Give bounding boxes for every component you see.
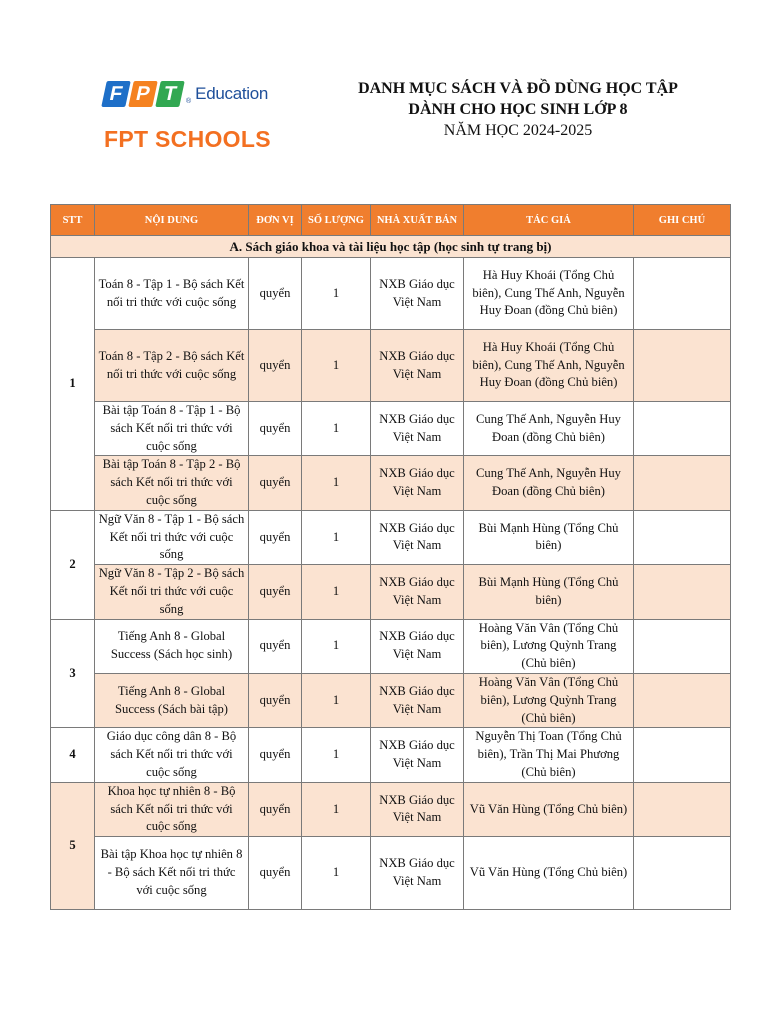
note-cell [634, 619, 731, 673]
author-cell: Bùi Mạnh Hùng (Tổng Chủ biên) [464, 510, 634, 564]
table-row [51, 510, 731, 564]
unit-cell: quyển [249, 510, 302, 564]
publisher-cell: NXB Giáo dục Việt Nam [371, 510, 464, 564]
stt-cell: 5 [51, 782, 95, 909]
unit-cell: quyển [249, 402, 302, 456]
quantity-cell: 1 [302, 837, 371, 910]
content-cell: Bài tập Khoa học tự nhiên 8 - Bộ sách Kết nối tri thức với cuộc sống [95, 837, 249, 910]
content-cell: Ngữ Văn 8 - Tập 2 - Bộ sách Kết nối tri thức với cuộc sống [95, 565, 249, 619]
column-header-stt: STT [51, 205, 95, 236]
table-row [51, 837, 731, 910]
publisher-cell: NXB Giáo dục Việt Nam [371, 258, 464, 330]
table-row [51, 619, 731, 673]
book-list-table [50, 204, 731, 910]
document-title-line1: DANH MỤC SÁCH VÀ ĐỒ DÙNG HỌC TẬP [358, 80, 678, 97]
unit-cell: quyển [249, 565, 302, 619]
column-header-quantity: SỐ LƯỢNG [302, 205, 371, 236]
fpt-schools-logo [104, 74, 274, 158]
unit-cell: quyển [249, 619, 302, 673]
table-row [51, 673, 731, 727]
publisher-cell: NXB Giáo dục Việt Nam [371, 728, 464, 782]
publisher-cell: NXB Giáo dục Việt Nam [371, 330, 464, 402]
quantity-cell: 1 [302, 258, 371, 330]
column-header-content: NỘI DUNG [95, 205, 249, 236]
table-header-row [51, 205, 731, 236]
content-cell: Toán 8 - Tập 2 - Bộ sách Kết nối tri thức với cuộc sống [95, 330, 249, 402]
unit-cell: quyển [249, 673, 302, 727]
author-cell: Vũ Văn Hùng (Tổng Chủ biên) [464, 782, 634, 836]
stt-cell: 4 [51, 728, 95, 782]
publisher-cell: NXB Giáo dục Việt Nam [371, 673, 464, 727]
stt-cell: 2 [51, 510, 95, 619]
section-row [51, 236, 731, 258]
fpt-letter-f: F [101, 81, 131, 107]
unit-cell: quyển [249, 837, 302, 910]
table-row [51, 782, 731, 836]
column-header-author: TÁC GIẢ [464, 205, 634, 236]
content-cell: Toán 8 - Tập 1 - Bộ sách Kết nối tri thức với cuộc sống [95, 258, 249, 330]
fpt-mark [104, 81, 185, 107]
column-header-unit: ĐƠN VỊ [249, 205, 302, 236]
content-cell: Tiếng Anh 8 - Global Success (Sách bài tập) [95, 673, 249, 727]
quantity-cell: 1 [302, 402, 371, 456]
author-cell: Hoàng Văn Vân (Tổng Chủ biên), Lương Quỳnh Trang (Chủ biên) [464, 619, 634, 673]
author-cell: Hà Huy Khoái (Tổng Chủ biên), Cung Thế Anh, Nguyễn Huy Đoan (đồng Chủ biên) [464, 330, 634, 402]
column-header-note: GHI CHÚ [634, 205, 731, 236]
content-cell: Khoa học tự nhiên 8 - Bộ sách Kết nối tri thức với cuộc sống [95, 782, 249, 836]
stt-cell: 1 [51, 258, 95, 511]
content-cell: Bài tập Toán 8 - Tập 1 - Bộ sách Kết nối tri thức với cuộc sống [95, 402, 249, 456]
unit-cell: quyển [249, 258, 302, 330]
table-row [51, 330, 731, 402]
author-cell: Cung Thế Anh, Nguyễn Huy Đoan (đồng Chủ biên) [464, 456, 634, 510]
document-header [300, 78, 736, 142]
school-year: NĂM HỌC 2024-2025 [443, 122, 593, 139]
table-row [51, 728, 731, 782]
publisher-cell: NXB Giáo dục Việt Nam [371, 837, 464, 910]
stt-cell: 3 [51, 619, 95, 728]
quantity-cell: 1 [302, 456, 371, 510]
content-cell: Ngữ Văn 8 - Tập 1 - Bộ sách Kết nối tri thức với cuộc sống [95, 510, 249, 564]
unit-cell: quyển [249, 728, 302, 782]
quantity-cell: 1 [302, 728, 371, 782]
content-cell: Tiếng Anh 8 - Global Success (Sách học sinh) [95, 619, 249, 673]
note-cell [634, 728, 731, 782]
unit-cell: quyển [249, 782, 302, 836]
author-cell: Nguyễn Thị Toan (Tổng Chủ biên), Trần Thị Mai Phương (Chủ biên) [464, 728, 634, 782]
publisher-cell: NXB Giáo dục Việt Nam [371, 456, 464, 510]
author-cell: Hà Huy Khoái (Tổng Chủ biên), Cung Thế Anh, Nguyễn Huy Đoan (đồng Chủ biên) [464, 258, 634, 330]
note-cell [634, 510, 731, 564]
unit-cell: quyển [249, 456, 302, 510]
publisher-cell: NXB Giáo dục Việt Nam [371, 782, 464, 836]
note-cell [634, 837, 731, 910]
note-cell [634, 673, 731, 727]
table-row [51, 258, 731, 330]
note-cell [634, 330, 731, 402]
fpt-letter-t: T [155, 81, 185, 107]
fpt-education-wordmark [104, 74, 274, 114]
quantity-cell: 1 [302, 619, 371, 673]
content-cell: Giáo dục công dân 8 - Bộ sách Kết nối tri thức với cuộc sống [95, 728, 249, 782]
publisher-cell: NXB Giáo dục Việt Nam [371, 402, 464, 456]
publisher-cell: NXB Giáo dục Việt Nam [371, 565, 464, 619]
fpt-letter-p: P [128, 81, 158, 107]
note-cell [634, 782, 731, 836]
table-row [51, 456, 731, 510]
quantity-cell: 1 [302, 673, 371, 727]
author-cell: Bùi Mạnh Hùng (Tổng Chủ biên) [464, 565, 634, 619]
note-cell [634, 402, 731, 456]
table-row [51, 402, 731, 456]
fpt-schools-label: FPT SCHOOLS [104, 126, 271, 152]
quantity-cell: 1 [302, 330, 371, 402]
author-cell: Hoàng Văn Vân (Tổng Chủ biên), Lương Quỳnh Trang (Chủ biên) [464, 673, 634, 727]
section-title: A. Sách giáo khoa và tài liệu học tập (học sinh tự trang bị) [51, 236, 731, 258]
quantity-cell: 1 [302, 565, 371, 619]
registered-mark: ® [186, 97, 192, 105]
publisher-cell: NXB Giáo dục Việt Nam [371, 619, 464, 673]
table-row [51, 565, 731, 619]
author-cell: Cung Thế Anh, Nguyễn Huy Đoan (đồng Chủ biên) [464, 402, 634, 456]
content-cell: Bài tập Toán 8 - Tập 2 - Bộ sách Kết nối tri thức với cuộc sống [95, 456, 249, 510]
note-cell [634, 456, 731, 510]
education-label: Education [195, 84, 269, 103]
note-cell [634, 258, 731, 330]
document-title-line2: DÀNH CHO HỌC SINH LỚP 8 [408, 101, 628, 118]
unit-cell: quyển [249, 330, 302, 402]
column-header-publisher: NHÀ XUẤT BẢN [371, 205, 464, 236]
note-cell [634, 565, 731, 619]
quantity-cell: 1 [302, 782, 371, 836]
quantity-cell: 1 [302, 510, 371, 564]
author-cell: Vũ Văn Hùng (Tổng Chủ biên) [464, 837, 634, 910]
